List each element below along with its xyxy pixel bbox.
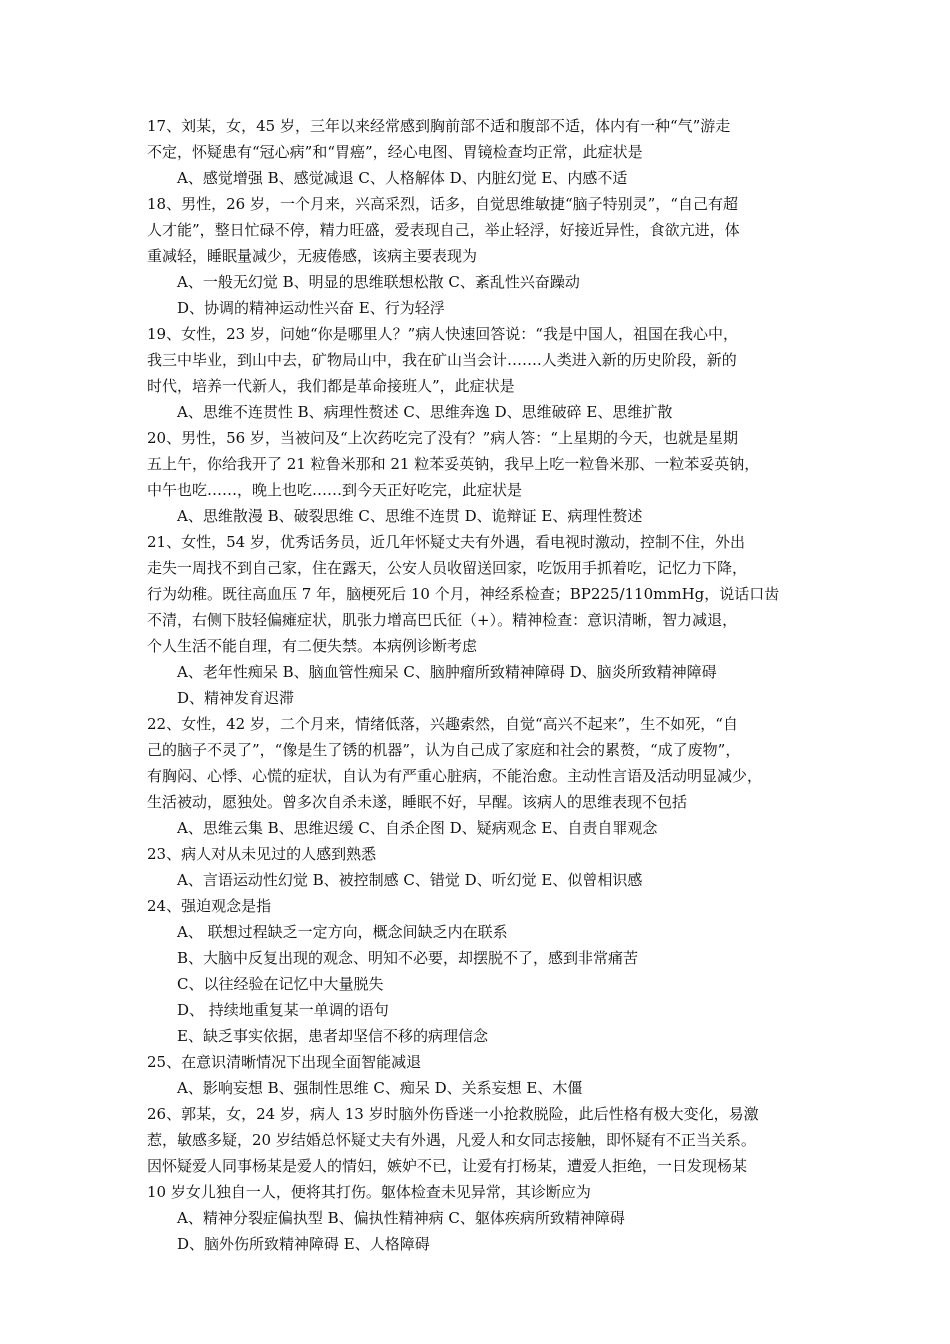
q21-text: 行为幼稚。既往高血压 7 年，脑梗死后 10 个月，神经系检查；BP225/110mmHg，说话口齿	[147, 585, 780, 603]
q26-options: A、精神分裂症偏执型 B、偏执性精神病 C、躯体疾病所致精神障碍	[177, 1209, 625, 1227]
q22-text: 有胸闷、心悸、心慌的症状，自认为有严重心脏病，不能治愈。主动性言语及活动明显减少，	[147, 767, 763, 785]
q26-text: 因怀疑爱人同事杨某是爱人的情妇，嫉妒不已，让爱有打杨某，遭爱人拒绝，一日发现杨某	[147, 1157, 748, 1175]
q24-option-d: D、 持续地重复某一单调的语句	[177, 1001, 389, 1019]
q21-options: D、精神发育迟滞	[177, 689, 295, 707]
q17-text: 17、刘某，女，45 岁，三年以来经常感到胸前部不适和腹部不适，体内有一种“气”游走	[147, 117, 731, 135]
q21-text: 不清，右侧下肢轻偏瘫症状，肌张力增高巴氏征（+）。精神检查：意识清晰，智力减退，	[147, 611, 738, 629]
q24-option-b: B、大脑中反复出现的观念、明知不必要，却摆脱不了，感到非常痛苦	[177, 949, 639, 967]
q22-text: 生活被动，愿独处。曾多次自杀未遂，睡眠不好，早醒。该病人的思维表现不包括	[147, 793, 688, 811]
q19-text: 我三中毕业，到山中去，矿物局山中，我在矿山当会计…….人类进入新的历史阶段，新的	[147, 351, 737, 369]
q20-text: 五上午，你给我开了 21 粒鲁米那和 21 粒苯妥英钠，我早上吃一粒鲁米那、一粒苯妥英钠，	[147, 455, 760, 473]
q18-options: D、协调的精神运动性兴奋 E、行为轻浮	[177, 299, 445, 317]
q18-text: 人才能”，整日忙碌不停，精力旺盛，爱表现自己，举止轻浮，好接近异性，食欲亢进，体	[147, 221, 740, 239]
q17-text: 不定，怀疑患有“冠心病”和“胃癌”，经心电图、胃镜检查均正常，此症状是	[147, 143, 643, 161]
q26-text: 10 岁女儿独自一人，便将其打伤。躯体检查未见异常，其诊断应为	[147, 1183, 591, 1201]
q22-text: 22、女性，42 岁，二个月来，情绪低落，兴趣索然，自觉“高兴不起来”，生不如死，“自	[147, 715, 738, 733]
q26-options: D、脑外伤所致精神障碍 E、人格障碍	[177, 1235, 430, 1253]
q18-text: 重减轻，睡眠量减少，无疲倦感，该病主要表现为	[147, 247, 478, 265]
q18-text: 18、男性，26 岁，一个月来，兴高采烈，话多，自觉思维敏捷“脑子特别灵”，“自己有超	[147, 195, 738, 213]
q26-text: 惹，敏感多疑，20 岁结婚总怀疑丈夫有外遇，凡爱人和女同志接触，即怀疑有不正当关系。	[147, 1131, 756, 1149]
q22-options: A、思维云集 B、思维迟缓 C、自杀企图 D、疑病观念 E、自责自罪观念	[177, 819, 658, 837]
q21-text: 走失一周找不到自己家，住在露天，公安人员收留送回家，吃饭用手抓着吃，记忆力下降，	[147, 559, 748, 577]
q26-text: 26、郭某，女，24 岁，病人 13 岁时脑外伤昏迷一小抢救脱险，此后性格有极大变化，易激	[147, 1105, 759, 1123]
q23-options: A、言语运动性幻觉 B、被控制感 C、错觉 D、听幻觉 E、似曾相识感	[177, 871, 643, 889]
q17-options: A、感觉增强 B、感觉减退 C、人格解体 D、内脏幻觉 E、内感不适	[177, 169, 628, 187]
q23-text: 23、病人对从未见过的人感到熟悉	[147, 845, 377, 863]
q21-text: 个人生活不能自理，有二便失禁。本病例诊断考虑	[147, 637, 478, 655]
q20-text: 20、男性，56 岁，当被问及“上次药吃完了没有？”病人答：“上星期的今天，也就是星期	[147, 429, 738, 447]
q19-text: 时代，培养一代新人，我们都是革命接班人”，此症状是	[147, 377, 515, 395]
q21-text: 21、女性，54 岁，优秀话务员，近几年怀疑丈夫有外遇，看电视时激动，控制不住，外出	[147, 533, 745, 551]
q22-text: 己的脑子不灵了”，“像是生了锈的机器”，认为自己成了家庭和社会的累赘，“成了废物”，	[147, 741, 741, 759]
q20-options: A、思维散漫 B、破裂思维 C、思维不连贯 D、诡辩证 E、病理性赘述	[177, 507, 643, 525]
q21-options: A、老年性痴呆 B、脑血管性痴呆 C、脑肿瘤所致精神障碍 D、脑炎所致精神障碍	[177, 663, 717, 681]
q19-text: 19、女性，23 岁，问她“你是哪里人？”病人快速回答说：“我是中国人，祖国在我心中，	[147, 325, 738, 343]
q20-text: 中午也吃……，晚上也吃……到今天正好吃完，此症状是	[147, 481, 523, 499]
q18-options: A、一般无幻觉 B、明显的思维联想松散 C、紊乱性兴奋躁动	[177, 273, 580, 291]
q24-option-c: C、以往经验在记忆中大量脱失	[177, 975, 384, 993]
q25-options: A、影响妄想 B、强制性思维 C、痴呆 D、关系妄想 E、木僵	[177, 1079, 583, 1097]
q24-option-e: E、缺乏事实依据，患者却坚信不移的病理信念	[177, 1027, 488, 1045]
q19-options: A、思维不连贯性 B、病理性赘述 C、思维奔逸 D、思维破碎 E、思维扩散	[177, 403, 673, 421]
q24-text: 24、强迫观念是指	[147, 897, 272, 915]
q25-text: 25、在意识清晰情况下出现全面智能减退	[147, 1053, 422, 1071]
q24-option-a: A、 联想过程缺乏一定方向，概念间缺乏内在联系	[177, 923, 508, 941]
